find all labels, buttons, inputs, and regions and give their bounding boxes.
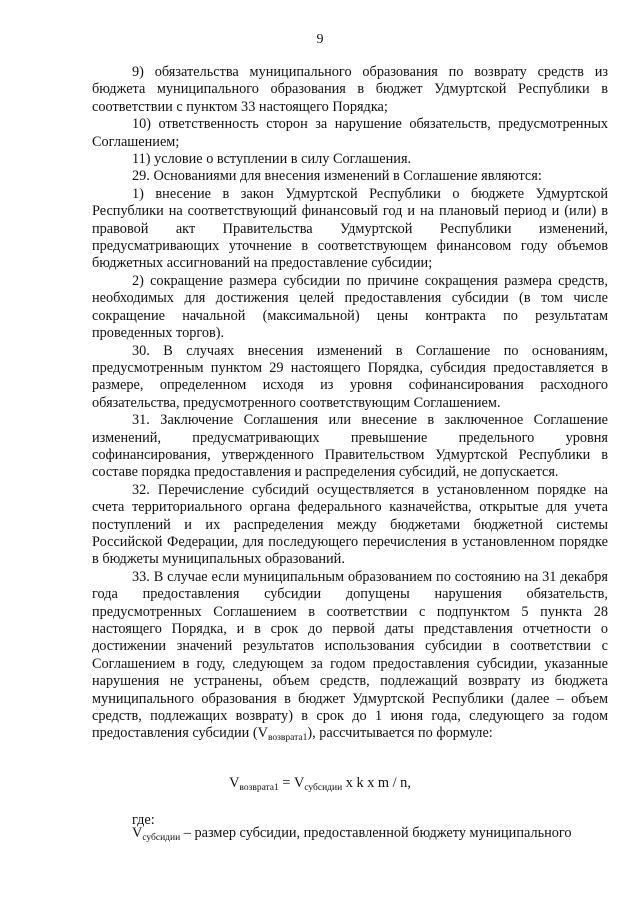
document-body bbox=[92, 64, 608, 748]
formula-sub-return: возврата1 bbox=[239, 783, 279, 793]
paragraph-31: 31. Заключение Соглашения или внесение в заключенное Соглашение изменений, предусматривающих превышение предельного уровня софинансирования, утвержденного Правительством Удмуртской Республики в составе порядка предоставления и распределения субсидий, не допускается. bbox=[92, 412, 608, 481]
formula-sub-subsidy: субсидии bbox=[304, 783, 343, 793]
page-number: 9 bbox=[316, 32, 324, 47]
formula bbox=[0, 775, 640, 793]
formula-v: V bbox=[229, 775, 240, 791]
formula-rest: x k x m / n, bbox=[342, 775, 411, 791]
paragraph-29-2: 2) сокращение размера субсидии по причине сокращения размера средств, необходимых для достижения целей предоставления субсидии (в том числе сокращение начальной (максимальной) цены контракта по результатам проведенных торгов). bbox=[92, 272, 608, 342]
formula-equals: = V bbox=[278, 775, 305, 791]
definition-text: – размер субсидии, предоставленной бюджету муниципального bbox=[180, 825, 572, 841]
paragraph-11: 11) условие о вступлении в силу Соглашения. bbox=[132, 151, 412, 168]
definition-line bbox=[92, 825, 608, 847]
where-label: где: bbox=[132, 812, 155, 828]
paragraph-9: 9) обязательства муниципального образования по возврату средств из бюджета муниципального образования в бюджет Удмуртской Республики в соответствии с пунктом 33 настоящего Порядка; bbox=[92, 64, 608, 115]
paragraph-33-subscript: возврата1 bbox=[267, 733, 308, 744]
paragraph-29-1: 1) внесение в закон Удмуртской Республики о бюджете Удмуртской Республики на соответствующий финансовый год и на плановый период и (или) в правовой акт Правительства Удмуртской Республики изменений, предусматривающих уточнение в соответствующем финансовом году объемов бюджетных ассигнований на предоставление субсидии; bbox=[92, 185, 608, 272]
paragraph-33-text: 33. В случае если муниципальным образованием по состоянию на 31 декабря года предоставления субсидии допущены нарушения обязательств, предусмотренных Соглашением в соответствии с подпунктом 5 пункта 28 настоящего Порядка, и в срок до первой даты представления отчетности о достижении значений результатов использования субсидии в соответствии с Соглашением в году, следующем за годом предоставления субсидии, указанные нарушения не устранены, объем средств, подлежащий возврату из бюджета муниципального образования в бюджет Удмуртской Республики (далее – объем средств, подлежащих возврату) в срок до 1 июня года, следующего за годом предоставления субсидии (V bbox=[92, 568, 608, 742]
definition-v: V bbox=[132, 825, 143, 841]
paragraph-29: 29. Основаниями для внесения изменений в Соглашение являются: bbox=[132, 168, 542, 185]
paragraph-33-text-end: ), рассчитывается по формуле: bbox=[307, 725, 493, 742]
paragraph-10: 10) ответственность сторон за нарушение обязательств, предусмотренных Соглашением; bbox=[92, 116, 608, 150]
paragraph-32: 32. Перечисление субсидий осуществляется в установленном порядке на счета территориального органа федерального казначейства, открытые для учета поступлений и их распределения между бюджетами бюджетной системы Российской Федерации, для последующего перечисления в установленном порядке в бюджеты муниципальных образований. bbox=[92, 481, 608, 568]
paragraph-30: 30. В случаях внесения изменений в Соглашение по основаниям, предусмотренным пунктом 29 настоящего Порядка, субсидия предоставляется в размере, определенном исходя из уровня софинансирования расходного обязательства, предусмотренного соответствующим Соглашением. bbox=[92, 342, 608, 411]
definition-sub: субсидии bbox=[142, 833, 181, 843]
paragraph-33 bbox=[92, 569, 608, 748]
